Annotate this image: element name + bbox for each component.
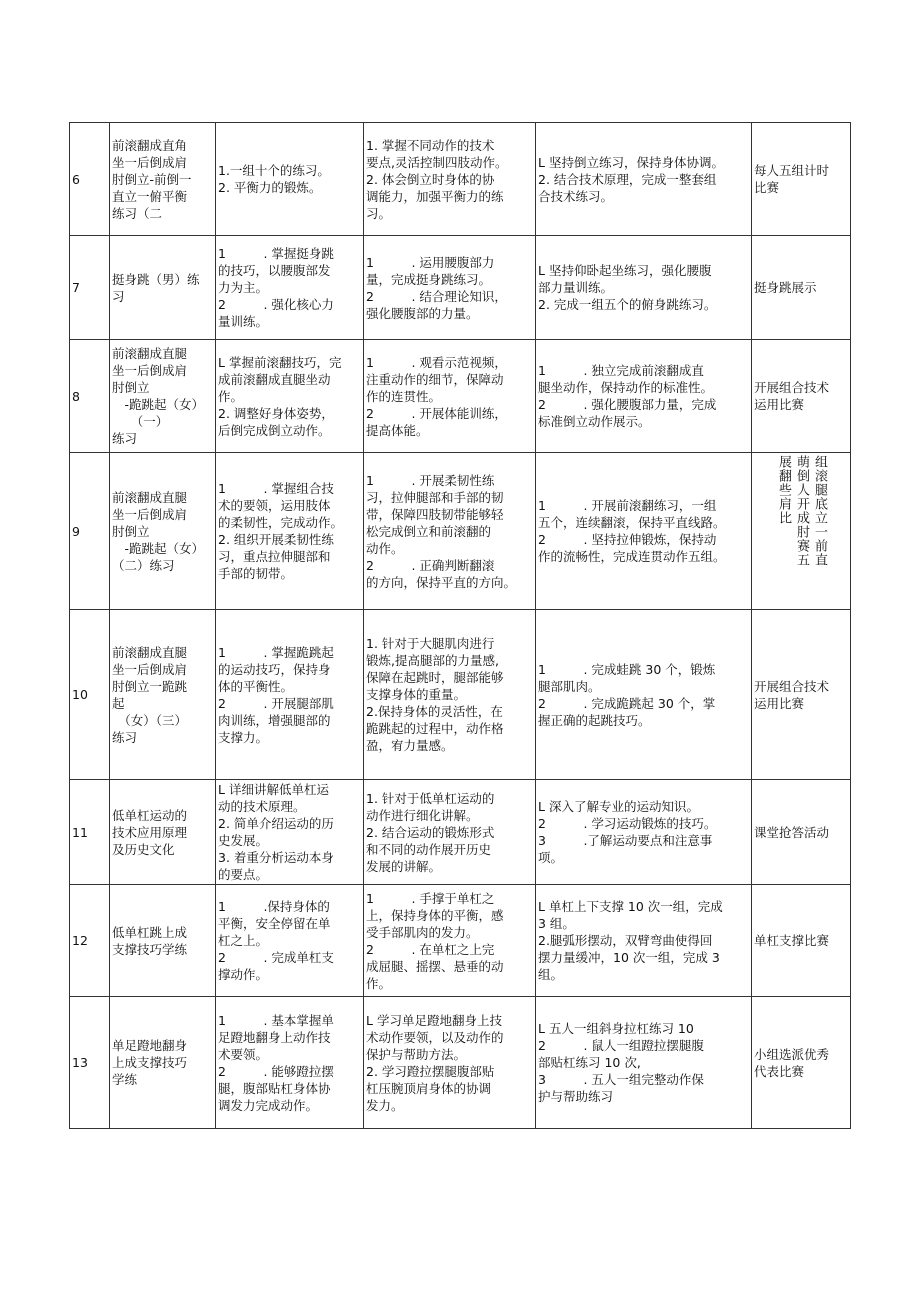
lesson-content-line: 量训练。 — [218, 314, 269, 329]
lesson-practice-line: 五个，连续翻滚，保持平直线路。 — [538, 515, 726, 530]
lesson-practice — [536, 780, 752, 885]
lesson-goals-line: 习。 — [366, 205, 392, 221]
table-row — [70, 997, 851, 1129]
lesson-content-line: 的要点。 — [218, 867, 269, 882]
lesson-goals-line: 杠压腕顶肩身体的协调 — [366, 1080, 492, 1096]
lesson-goals-line: L 学习单足蹬地翻身上技 — [366, 1012, 502, 1028]
lesson-content — [216, 340, 364, 453]
lesson-practice-line: 1 . 独立完成前滚翻成直 — [538, 363, 704, 378]
lesson-practice-line: L 坚持仰卧起坐练习，强化腰腹 — [538, 263, 712, 278]
lesson-goals — [364, 610, 536, 780]
lesson-topic — [110, 780, 216, 885]
lesson-goals-line: 2. 体会倒立时身体的协 — [366, 171, 495, 187]
lesson-goals — [364, 453, 536, 610]
lesson-content — [216, 236, 364, 340]
lesson-content-line: 3. 着重分析运动本身 — [218, 850, 334, 865]
table-row — [70, 453, 851, 610]
lesson-topic-line: 直立一俯平衡 — [112, 188, 188, 204]
lesson-activity — [752, 610, 851, 780]
lesson-content-line: 动的技术原理。 — [218, 799, 306, 814]
lesson-practice-line: 作的流畅性，完成连贯动作五组。 — [538, 549, 726, 564]
lesson-topic-line: 坐一后倒成肩 — [112, 506, 188, 522]
lesson-goals-line: 受手部肌肉的发力。 — [366, 924, 479, 940]
lesson-goals-line: 锻炼,提高腿部的力量感, — [366, 653, 499, 668]
lesson-goals — [364, 997, 536, 1129]
lesson-practice-line: 2.腿弧形摆动，双臂弯曲使得回 — [538, 933, 713, 948]
lesson-practice-line: L 五人一组斜身拉杠练习 10 — [538, 1021, 694, 1036]
lesson-goals-line: 提高体能。 — [366, 422, 429, 438]
lesson-goals-line: 2 . 开展体能训练， — [366, 405, 507, 421]
lesson-content-line: 杠之上。 — [218, 933, 269, 948]
lesson-topic — [110, 997, 216, 1129]
lesson-goals-line: 2 . 在单杠之上完 — [366, 941, 495, 957]
lesson-topic-line: 练习（二 — [112, 205, 163, 221]
lesson-goals-line: 1. 针对于大腿肌肉进行 — [366, 636, 495, 651]
activity-text-column: 展翻些肩比 — [776, 455, 791, 525]
lesson-goals-line: 作。 — [366, 975, 392, 991]
lesson-content-line: 平衡，安全停留在单 — [218, 916, 331, 931]
lesson-practice — [536, 453, 752, 610]
lesson-goals-line: 作的连贯性。 — [366, 388, 442, 404]
lesson-topic-line: 前滚翻成直腿 — [112, 489, 188, 505]
lesson-topic-line: （二）练习 — [112, 557, 175, 573]
lesson-topic-line: （女）（三） — [112, 712, 188, 728]
lesson-goals-line: 动作进行细化讲解。 — [366, 807, 479, 823]
lesson-number: 6 — [70, 123, 110, 236]
lesson-activity-line: 开展组合技术 — [754, 380, 830, 395]
lesson-goals-line: 2. 结合运动的锻炼形式 — [366, 824, 495, 840]
lesson-activity-line: 代表比赛 — [754, 1063, 805, 1079]
lesson-content — [216, 610, 364, 780]
lesson-practice-line: 2. 结合技术原理，完成一整套组 — [538, 171, 717, 187]
lesson-content-line: 1 . 掌握跪跳起 — [218, 644, 334, 660]
lesson-practice — [536, 236, 752, 340]
lesson-content-line: 支撑力。 — [218, 729, 269, 745]
lesson-content-line: 力为主。 — [218, 280, 269, 295]
lesson-topic-line: 习 — [112, 288, 125, 304]
lesson-goals-line: 2. 学习蹬拉摆腿腹部贴 — [366, 1063, 495, 1079]
lesson-topic-line: 及历史文化 — [112, 841, 175, 857]
lesson-content-line: 2 . 开展腿部肌 — [218, 695, 334, 711]
lesson-topic — [110, 610, 216, 780]
lesson-goals — [364, 123, 536, 236]
lesson-activity-line: 运用比赛 — [754, 397, 805, 412]
lesson-content-line: 成前滚翻成直腿坐动 — [218, 371, 331, 387]
lesson-number: 8 — [70, 340, 110, 453]
lesson-practice-line: 腿坐动作，保持动作的标准性。 — [538, 380, 714, 395]
lesson-goals-line: 和不同的动作展开历史 — [366, 841, 492, 857]
lesson-content-line: 2. 简单介绍运动的历 — [218, 816, 334, 831]
lesson-topic-line: 坐一后倒成肩 — [112, 363, 188, 378]
lesson-practice — [536, 340, 752, 453]
lesson-topic-line: 支撑技巧学练 — [112, 941, 188, 957]
lesson-content — [216, 780, 364, 885]
lesson-activity-line: 挺身跳展示 — [754, 280, 817, 295]
lesson-practice-line: 部贴杠练习 10 次, — [538, 1055, 641, 1070]
lesson-practice-line: 项。 — [538, 850, 564, 865]
lesson-goals-line: 量，完成挺身跳练习。 — [366, 271, 492, 287]
lesson-topic — [110, 236, 216, 340]
table-row — [70, 340, 851, 453]
lesson-content-line: 术要领。 — [218, 1046, 269, 1062]
lesson-goals-line: 支撑身体的重量。 — [366, 687, 467, 702]
lesson-content-line: 腿，腹部贴杠身体协 — [218, 1080, 331, 1096]
lesson-activity-line: 开展组合技术 — [754, 678, 830, 694]
lesson-goals-line: 上，保持身体的平衡，感 — [366, 907, 504, 923]
table-row — [70, 885, 851, 997]
lesson-practice-line: 3 组。 — [538, 916, 575, 931]
lesson-content-line: 后倒完成倒立动作。 — [218, 422, 331, 438]
lesson-content-line: L 详细讲解低单杠运 — [218, 782, 329, 797]
lesson-content-line: L 掌握前滚翻技巧，完 — [218, 354, 342, 370]
lesson-content-line: 习，重点拉伸腿部和 — [218, 549, 331, 564]
table-row — [70, 610, 851, 780]
lesson-practice-line: 护与帮助练习 — [538, 1089, 614, 1104]
lesson-goals-line: 1. 掌握不同动作的技术 — [366, 137, 495, 153]
lesson-goals-line: 带，保障四肢韧带能够轻 — [366, 506, 504, 522]
lesson-practice-line: 合技术练习。 — [538, 188, 614, 204]
lesson-content — [216, 885, 364, 997]
lesson-topic-line: 肘倒立-前倒一 — [112, 171, 192, 187]
lesson-content — [216, 453, 364, 610]
lesson-topic-line: 前滚翻成直腿 — [112, 346, 188, 361]
lesson-topic-line: 低单杠运动的 — [112, 807, 188, 823]
lesson-topic-line: 单足蹬地翻身 — [112, 1038, 188, 1053]
lesson-topic-line: 技术应用原理 — [112, 824, 188, 840]
lesson-number: 13 — [70, 997, 110, 1129]
lesson-goals-line: 2 . 结合理论知识， — [366, 288, 507, 304]
lesson-topic-line: 前滚翻成直腿 — [112, 644, 188, 660]
lesson-goals-line: 1. 针对于低单杠运动的 — [366, 790, 495, 806]
lesson-topic-line: 低单杠跳上成 — [112, 924, 188, 940]
lesson-goals-line: 习，拉伸腿部和手部的韧 — [366, 489, 504, 505]
lesson-practice-line: 握正确的起跳技巧。 — [538, 712, 651, 728]
lesson-content-line: 2 . 能够蹬拉摆 — [218, 1063, 334, 1079]
lesson-topic-line: -跪跳起（女） — [112, 540, 205, 556]
lesson-activity-line: 课堂抢答活动 — [754, 824, 830, 840]
lesson-activity — [752, 453, 851, 610]
lesson-goals-line: 松完成倒立和前滚翻的 — [366, 523, 492, 539]
lesson-activity-line: 每人五组计时 — [754, 163, 830, 178]
lesson-content-line: 手部的韧带。 — [218, 566, 294, 581]
lesson-number: 12 — [70, 885, 110, 997]
table-row — [70, 780, 851, 885]
lesson-goals — [364, 885, 536, 997]
lesson-content-line: 1 . 基本掌握单 — [218, 1012, 334, 1028]
lesson-practice — [536, 885, 752, 997]
lesson-practice-line: 3 . 五人一组完整动作保 — [538, 1072, 704, 1087]
lesson-content-line: 肉训练，增强腿部的 — [218, 712, 331, 728]
lesson-goals-line: 注重动作的细节，保障动 — [366, 371, 504, 387]
lesson-content-line: 术的要领，运用肢体 — [218, 498, 331, 513]
lesson-goals-line: 1 . 运用腰腹部力 — [366, 254, 495, 270]
lesson-activity — [752, 123, 851, 236]
lesson-goals-line: 保护与帮助方法。 — [366, 1046, 467, 1062]
lesson-goals — [364, 780, 536, 885]
lesson-goals-line: 发展的讲解。 — [366, 858, 442, 874]
lesson-goals-line: 术动作要领，以及动作的 — [366, 1029, 504, 1045]
lesson-goals-line: 保障在起跳时，腿部能够 — [366, 670, 504, 685]
lesson-topic — [110, 453, 216, 610]
lesson-topic-line: 练习 — [112, 729, 138, 745]
table-row — [70, 236, 851, 340]
lesson-goals-line: 跪跳起的过程中，动作格 — [366, 721, 504, 736]
lesson-topic-line: 起 — [112, 695, 125, 711]
lesson-goals — [364, 340, 536, 453]
lesson-goals-line: 盈，宥力量感。 — [366, 738, 454, 753]
lesson-practice-line: 组。 — [538, 967, 564, 982]
activity-text-column: 组滚腿底立一前直 — [812, 455, 827, 567]
lesson-topic-line: -跪跳起（女） — [112, 397, 205, 412]
lesson-practice-line: 1 . 完成蛙跳 30 个，锻炼 — [538, 661, 716, 677]
lesson-goals-line: 发力。 — [366, 1097, 404, 1113]
lesson-content-line: 调发力完成动作。 — [218, 1097, 319, 1113]
lesson-practice-line: 3 .了解运动要点和注意事 — [538, 833, 713, 848]
lesson-content-line: 2 . 强化核心力 — [218, 297, 334, 312]
lesson-content-line: 撑动作。 — [218, 967, 269, 982]
lesson-practice-line: 2 . 鼠人一组蹬拉摆腿腹 — [538, 1038, 704, 1053]
lesson-practice-line: 腿部肌肉。 — [538, 678, 601, 694]
lesson-practice-line: 2 . 强化腰腹部力量，完成 — [538, 397, 717, 412]
lesson-number: 10 — [70, 610, 110, 780]
lesson-topic — [110, 340, 216, 453]
lesson-content-line: 1 . 掌握挺身跳 — [218, 246, 334, 261]
lesson-practice — [536, 123, 752, 236]
lesson-content-line: 1 . 掌握组合技 — [218, 481, 334, 496]
lesson-content-line: 史发展。 — [218, 833, 269, 848]
lesson-content-line: 2. 调整好身体姿势， — [218, 405, 334, 421]
lesson-topic-line: 挺身跳（男）练 — [112, 271, 200, 287]
lesson-topic-line: （一） — [112, 414, 169, 429]
lesson-content-line: 2 . 完成单杠支 — [218, 950, 334, 965]
lesson-goals-line: 动作。 — [366, 540, 404, 556]
lesson-topic-line: 肘倒立 — [112, 523, 150, 539]
lesson-topic — [110, 123, 216, 236]
lesson-number: 7 — [70, 236, 110, 340]
lesson-content-line: 的技巧，以腰腹部发 — [218, 263, 331, 278]
lesson-topic-line: 前滚翻成直角 — [112, 137, 188, 153]
lesson-topic-line: 坐一后倒成肩 — [112, 154, 188, 170]
lesson-topic-line: 练习 — [112, 431, 138, 446]
lesson-practice-line: 2 . 学习运动锻炼的技巧。 — [538, 816, 717, 831]
lesson-practice-line: L 坚持倒立练习，保持身体协调。 — [538, 154, 724, 170]
lesson-activity-line: 运用比赛 — [754, 695, 805, 711]
lesson-content — [216, 123, 364, 236]
lesson-goals-line: 2.保持身体的灵活性，在 — [366, 704, 503, 719]
lesson-topic-line: 学练 — [112, 1072, 138, 1087]
lesson-content-line: 1 .保持身体的 — [218, 899, 330, 914]
lesson-content-line: 的柔韧性，完成动作。 — [218, 515, 344, 530]
lesson-practice-line: L 单杠上下支撑 10 次一组，完成 — [538, 899, 723, 914]
lesson-activity-line: 单杠支撑比赛 — [754, 933, 830, 948]
table-row — [70, 123, 851, 236]
lesson-content-line: 足蹬地翻身上动作技 — [218, 1029, 331, 1045]
lesson-content-line: 2. 组织开展柔韧性练 — [218, 532, 334, 547]
lesson-practice-line: 2 . 完成跪跳起 30 个，掌 — [538, 695, 716, 711]
lesson-practice-line: 1 . 开展前滚翻练习，一组 — [538, 498, 717, 513]
lesson-content-line: 1.一组十个的练习。 — [218, 163, 330, 178]
teaching-plan-table — [69, 122, 851, 1129]
lesson-activity-line: 小组选派优秀 — [754, 1046, 830, 1062]
lesson-goals-line: 要点,灵活控制四肢动作。 — [366, 154, 508, 170]
lesson-topic-line: 肘倒立 — [112, 380, 150, 395]
lesson-activity — [752, 236, 851, 340]
lesson-goals-line: 2 . 正确判断翻滚 — [366, 557, 495, 573]
table-body — [70, 123, 851, 1129]
lesson-topic-line: 肘倒立一跪跳 — [112, 678, 188, 694]
lesson-topic-line: 上成支撑技巧 — [112, 1055, 188, 1070]
lesson-activity — [752, 997, 851, 1129]
lesson-activity — [752, 885, 851, 997]
lesson-content-line: 的运动技巧，保持身 — [218, 661, 331, 677]
lesson-practice-line: 部力量训练。 — [538, 280, 614, 295]
activity-text-column: 萌倒人开成肘赛五 — [794, 455, 809, 567]
lesson-goals-line: 1 . 开展柔韧性练 — [366, 472, 495, 488]
lesson-goals-line: 1 . 手撑于单杠之 — [366, 890, 495, 906]
lesson-goals-line: 1 . 观看示范视频， — [366, 354, 507, 370]
lesson-goals-line: 的方向，保持平直的方向。 — [366, 574, 517, 590]
lesson-goals-line: 调能力，加强平衡力的练 — [366, 188, 504, 204]
lesson-practice-line: 2. 完成一组五个的俯身跳练习。 — [538, 297, 717, 312]
lesson-practice-line: 摆力量缓冲，10 次一组，完成 3 — [538, 950, 720, 965]
lesson-activity-line: 比赛 — [754, 180, 780, 195]
lesson-goals-line: 强化腰腹部的力量。 — [366, 305, 479, 321]
lesson-topic-line: 坐一后倒成肩 — [112, 661, 188, 677]
lesson-practice — [536, 610, 752, 780]
lesson-goals-line: 成屈腿、摇摆、悬垂的动 — [366, 958, 504, 974]
lesson-number: 9 — [70, 453, 110, 610]
lesson-number: 11 — [70, 780, 110, 885]
lesson-content — [216, 997, 364, 1129]
lesson-practice-line: 标准倒立动作展示。 — [538, 414, 651, 429]
lesson-content-line: 作。 — [218, 388, 244, 404]
lesson-practice-line: 2 . 坚持拉伸锻炼，保持动 — [538, 532, 717, 547]
lesson-activity — [752, 780, 851, 885]
lesson-practice-line: L 深入了解专业的运动知识。 — [538, 799, 699, 814]
lesson-topic — [110, 885, 216, 997]
lesson-content-line: 2. 平衡力的锻炼。 — [218, 180, 322, 195]
lesson-activity — [752, 340, 851, 453]
lesson-goals — [364, 236, 536, 340]
lesson-content-line: 体的平衡性。 — [218, 678, 294, 694]
lesson-practice — [536, 997, 752, 1129]
